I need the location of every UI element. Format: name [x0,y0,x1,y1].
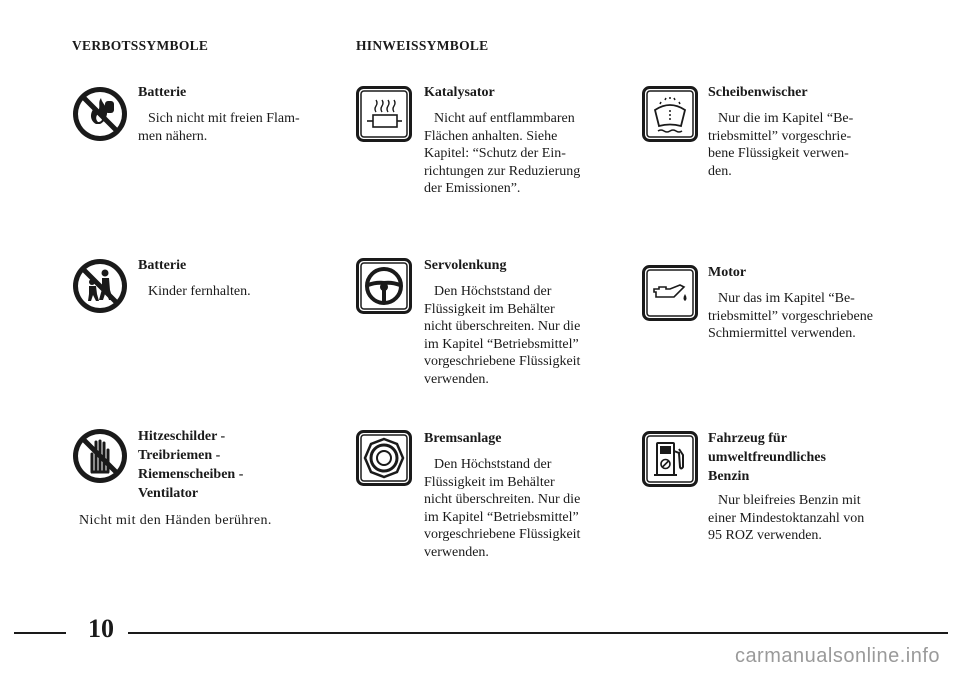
symbol-title: Motor [708,265,747,280]
symbol-title: Katalysator [424,85,495,100]
windscreen-washer-icon [642,86,698,142]
symbol-title: Servolenkung [424,258,507,273]
no-children-battery-icon [72,258,128,314]
symbol-title: Batterie [138,258,187,273]
symbol-description: Nicht auf entflammbaren Flächen anhalten. Siehe Kapitel: “Schutz der Ein- richtungen zur Reduzierung der Emissionen”. [424,111,581,196]
symbol-title: Hitzeschilder - Treibriemen - Riemenscheiben - Ventilator [138,429,244,501]
page-number: 10 [88,614,114,643]
no-fire-battery-icon [72,86,128,142]
steering-wheel-icon [356,258,412,314]
symbol-title: Scheibenwischer [708,85,808,100]
symbol-description: Nicht mit den Händen berühren. [79,513,272,528]
prohibition-symbols-heading: VERBOTSSYMBOLE [72,38,209,53]
information-symbols-heading: HINWEISSYMBOLE [356,38,489,53]
symbol-description: Sich nicht mit freien Flam- men nähern. [138,111,300,144]
footer-rule-right [128,632,948,634]
symbol-description: Den Höchststand der Flüssigkeit im Behälter nicht überschreiten. Nur die im Kapitel “Betriebsmittel” vorgeschriebene Flüssigkeit verwenden. [424,457,581,560]
symbol-title: Bremsanlage [424,431,502,446]
footer-rule-left [14,632,66,634]
symbol-description: Nur bleifreies Benzin mit einer Mindestoktanzahl von 95 ROZ verwenden. [708,493,865,543]
engine-oil-icon [642,265,698,321]
symbol-description: Nur das im Kapitel “Be- triebsmittel” vorgeschriebene Schmiermittel verwenden. [708,291,873,341]
symbol-description: Kinder fernhalten. [148,284,251,299]
symbol-description: Den Höchststand der Flüssigkeit im Behälter nicht überschreiten. Nur die im Kapitel “Betriebsmittel” vorgeschriebene Flüssigkeit verwenden. [424,284,581,387]
brake-disc-icon [356,430,412,486]
no-hands-icon [72,428,128,484]
symbol-description: Nur die im Kapitel “Be- triebsmittel” vorgeschrie- bene Flüssigkeit verwen- den. [708,111,854,179]
symbol-title: Fahrzeug für umweltfreundliches Benzin [708,431,826,484]
catalyst-icon [356,86,412,142]
unleaded-fuel-icon [642,431,698,487]
watermark: carmanualsonline.info [734,645,940,667]
symbol-title: Batterie [138,85,187,100]
